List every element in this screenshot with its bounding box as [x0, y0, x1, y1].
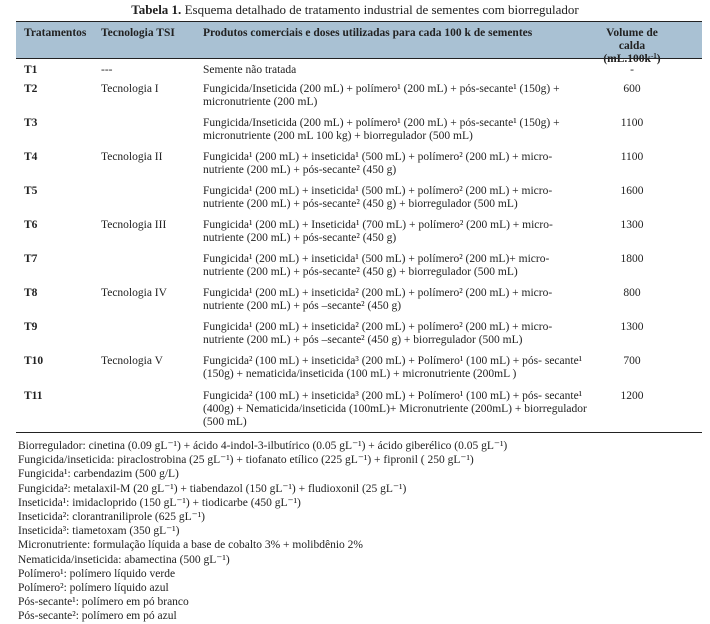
- row-volume: 1800: [620, 253, 644, 265]
- header-volume-sup: -1: [650, 52, 657, 60]
- footnote: Fungicida²: metalaxil-M (20 gL⁻¹) + tiabendazol (150 gL⁻¹) + fludioxonil (25 gL⁻¹): [18, 482, 407, 495]
- table-footnotes: [18, 439, 507, 624]
- row-volume: 1600: [620, 185, 644, 197]
- row-products: Fungicida/Inseticida (200 mL) + polímero¹ (200 mL) + pós-secante¹ (150g) + micronutriente (200 mL): [203, 83, 560, 108]
- row-products: Fungicida¹ (200 mL) + inseticida¹ (500 mL) + polímero² (200 mL) + micro- nutriente (200 mL) + pós-secante² (450 g): [203, 151, 553, 176]
- header-tratamentos: Tratamentos: [24, 27, 87, 39]
- row-id: T7: [24, 253, 38, 265]
- row-volume: 1100: [620, 117, 644, 129]
- row-id: T1: [24, 64, 38, 76]
- row-id: T10: [24, 355, 44, 367]
- row-id: T4: [24, 151, 38, 163]
- footnote: Fungicida¹: carbendazim (500 g/L): [18, 468, 179, 481]
- header-tecnologia: Tecnologia TSI: [101, 27, 175, 39]
- row-id: T6: [24, 219, 38, 231]
- row-id: T9: [24, 321, 38, 333]
- row-id: T3: [24, 117, 38, 129]
- caption-text: Esquema detalhado de tratamento industrial de sementes com biorregulador: [181, 2, 579, 17]
- row-products: Fungicida² (100 mL) + inseticida³ (200 mL) + Polímero¹ (100 mL) + pós- secante¹ (150g) + nematicida/inseticida (100 mL) + micronutriente (200mL ): [203, 355, 583, 380]
- row-volume: 700: [623, 355, 641, 367]
- header-volume-line2: (mL.100k: [603, 53, 651, 65]
- row-tech: Tecnologia I: [101, 83, 159, 95]
- footnote: Inseticida²: clorantraniliprole (625 gL⁻¹): [18, 511, 205, 524]
- footnote: Fungicida/inseticida: piraclostrobina (25 gL⁻¹) + tiofanato etílico (225 gL⁻¹) + fipronil ( 250 gL⁻¹): [18, 454, 474, 467]
- row-volume: -: [630, 64, 634, 76]
- row-id: T2: [24, 83, 38, 95]
- row-volume: 1300: [620, 321, 644, 333]
- row-volume: 1100: [620, 151, 644, 163]
- footnote: Polímero¹: polímero líquido verde: [18, 567, 176, 580]
- row-tech: Tecnologia IV: [101, 287, 167, 299]
- footnote: Nematicida/inseticida: abamectina (500 gL⁻¹): [18, 553, 230, 566]
- row-products: Fungicida¹ (200 mL) + inseticida¹ (500 mL) + polímero² (200 mL) + micro- nutriente (200 mL) + pós-secante² (450 g) + biorregulador (500 mL): [203, 185, 553, 210]
- row-tech: Tecnologia II: [101, 151, 163, 163]
- caption-label: Tabela 1.: [131, 2, 182, 17]
- table-caption: [0, 2, 710, 18]
- footnote: Polímero²: polímero líquido azul: [18, 582, 169, 595]
- footnote: Pós-secante¹: polímero em pó branco: [18, 596, 189, 609]
- row-tech: Tecnologia III: [101, 219, 167, 231]
- row-volume: 1200: [620, 390, 644, 402]
- header-produtos: Produtos comerciais e doses utilizadas para cada 100 k de sementes: [203, 27, 533, 39]
- footnote: Biorregulador: cinetina (0.09 gL⁻¹) + ácido 4-indol-3-ilbutírico (0.05 gL⁻¹) + ácido giberélico (0.05 gL⁻¹): [18, 440, 508, 452]
- footnote: Micronutriente: formulação líquida a base de cobalto 3% + molibdênio 2%: [18, 539, 363, 552]
- bottom-rule: [16, 432, 702, 433]
- footnote: Pós-secante²: polímero em pó azul: [18, 610, 177, 623]
- row-products: Fungicida² (100 mL) + inseticida³ (200 mL) + Polímero¹ (100 mL) + pós- secante¹ (400g) + Nematicida/inseticida (100mL)+ Micronutriente (200mL) + biorregulador (500 mL): [203, 390, 587, 428]
- footnote: Inseticida³: tiametoxam (350 gL⁻¹): [18, 525, 180, 538]
- row-products: Fungicida/Inseticida (200 mL) + polímero¹ (200 mL) + pós-secante¹ (150g) + micronutriente (200 mL 100 kg) + biorregulador (500 mL): [203, 117, 560, 142]
- row-products: Semente não tratada: [203, 64, 297, 76]
- row-products: Fungicida¹ (200 mL) + inseticida¹ (500 mL) + polímero² (200 mL)+ micro- nutriente (200 mL) + pós-secante² (450 g) + biorregulador (500 mL): [203, 253, 550, 278]
- row-products: Fungicida¹ (200 mL) + inseticida² (200 mL) + polímero² (200 mL) + micro- nutriente (200 mL) + pós –secante² (450 g) + biorregulador (500 mL): [203, 321, 553, 346]
- row-products: Fungicida¹ (200 mL) + inseticida² (200 mL) + polímero² (200 mL) + micro- nutriente (200 mL) + pós –secante² (450 g): [203, 287, 553, 312]
- row-volume: 1300: [620, 219, 644, 231]
- header-volume-line1: Volume de calda: [606, 27, 658, 52]
- row-tech: Tecnologia V: [101, 355, 163, 367]
- row-id: T5: [24, 185, 38, 197]
- row-products: Fungicida¹ (200 mL) + Inseticida¹ (700 mL) + polímero² (200 mL) + micro- nutriente (200 mL) + pós-secante² (450 g): [203, 219, 553, 244]
- row-tech: ---: [101, 64, 113, 76]
- row-id: T8: [24, 287, 38, 299]
- row-volume: 800: [623, 287, 641, 299]
- row-id: T11: [24, 390, 43, 402]
- table-header: [16, 22, 702, 65]
- header-volume: [592, 27, 672, 66]
- header-volume-end: ): [656, 53, 661, 65]
- header-rule: [16, 58, 702, 59]
- row-volume: 600: [623, 83, 641, 95]
- footnote: Inseticida¹: imidacloprido (150 gL⁻¹) + tiodicarbe (450 gL⁻¹): [18, 496, 301, 509]
